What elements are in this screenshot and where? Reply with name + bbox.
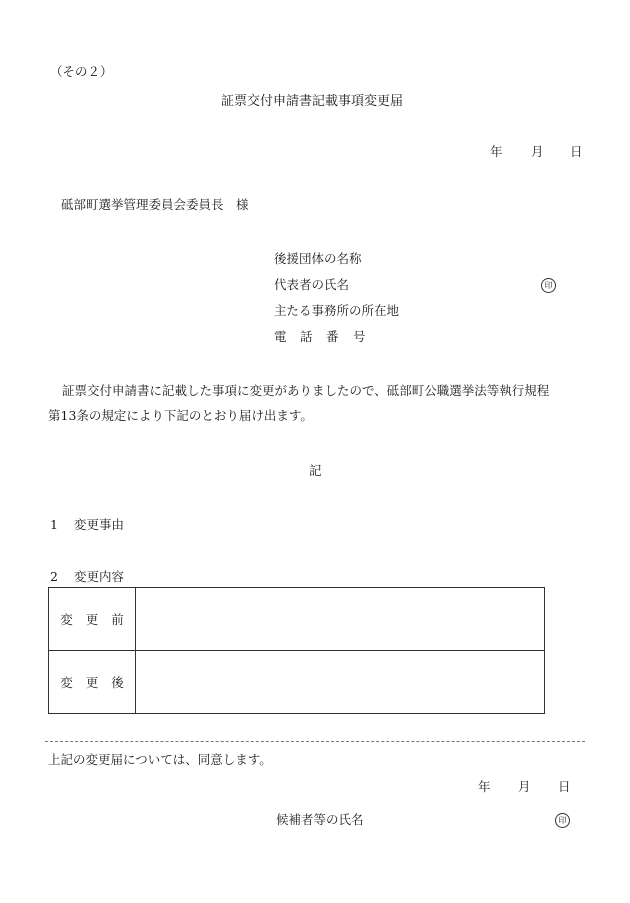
consent-date-day: 日: [558, 779, 571, 794]
phone-label-char: 番: [326, 329, 339, 344]
group-name-label: 後援団体の名称: [274, 251, 362, 266]
item-1-label: 変更事由: [74, 517, 125, 532]
before-label-char: 変: [60, 612, 73, 627]
table-row-after: [49, 651, 545, 714]
change-content-table: [48, 587, 545, 714]
before-value-cell[interactable]: [136, 588, 545, 651]
section-number: （その２）: [50, 64, 113, 79]
phone-label-char: 号: [353, 329, 366, 344]
body-text-line-2: 第13条の規定により下記のとおり届け出ます。: [48, 408, 313, 423]
date-month: 月: [531, 144, 544, 159]
table-row-before: [49, 588, 545, 651]
cut-line-divider: [45, 741, 585, 742]
date-day: 日: [570, 144, 583, 159]
candidate-name-label: 候補者等の氏名: [276, 812, 364, 827]
after-label-char: 変: [60, 675, 73, 690]
phone-label-char: 電: [274, 329, 287, 344]
item-2-number: 2: [50, 569, 58, 584]
before-label-char: 更: [85, 612, 99, 627]
after-label-cell: [49, 651, 136, 714]
addressee: 砥部町選挙管理委員会委員長 様: [61, 197, 249, 212]
rep-name-label: 代表者の氏名: [274, 277, 350, 292]
consent-date-month: 月: [518, 779, 531, 794]
candidate-seal-mark: 印: [555, 813, 570, 828]
phone-label-char: 話: [300, 329, 313, 344]
item-1-number: 1: [50, 517, 58, 532]
office-address-label: 主たる事務所の所在地: [274, 303, 400, 318]
record-heading: 記: [309, 463, 322, 478]
form-title: 証票交付申請書記載事項変更届: [221, 94, 404, 109]
item-2-label: 変更内容: [74, 569, 125, 584]
after-label-char: 更: [85, 675, 99, 690]
rep-seal-mark: 印: [541, 278, 556, 293]
date-year: 年: [490, 144, 503, 159]
body-text-line-1: 証票交付申請書に記載した事項に変更がありましたので、砥部町公職選挙法等執行規程: [62, 383, 550, 398]
before-label-char: 前: [111, 612, 124, 627]
consent-date-year: 年: [478, 779, 491, 794]
before-label-cell: [49, 588, 136, 651]
after-value-cell[interactable]: [136, 651, 545, 714]
after-label-char: 後: [111, 675, 124, 690]
consent-statement: 上記の変更届については、同意します。: [48, 752, 272, 767]
